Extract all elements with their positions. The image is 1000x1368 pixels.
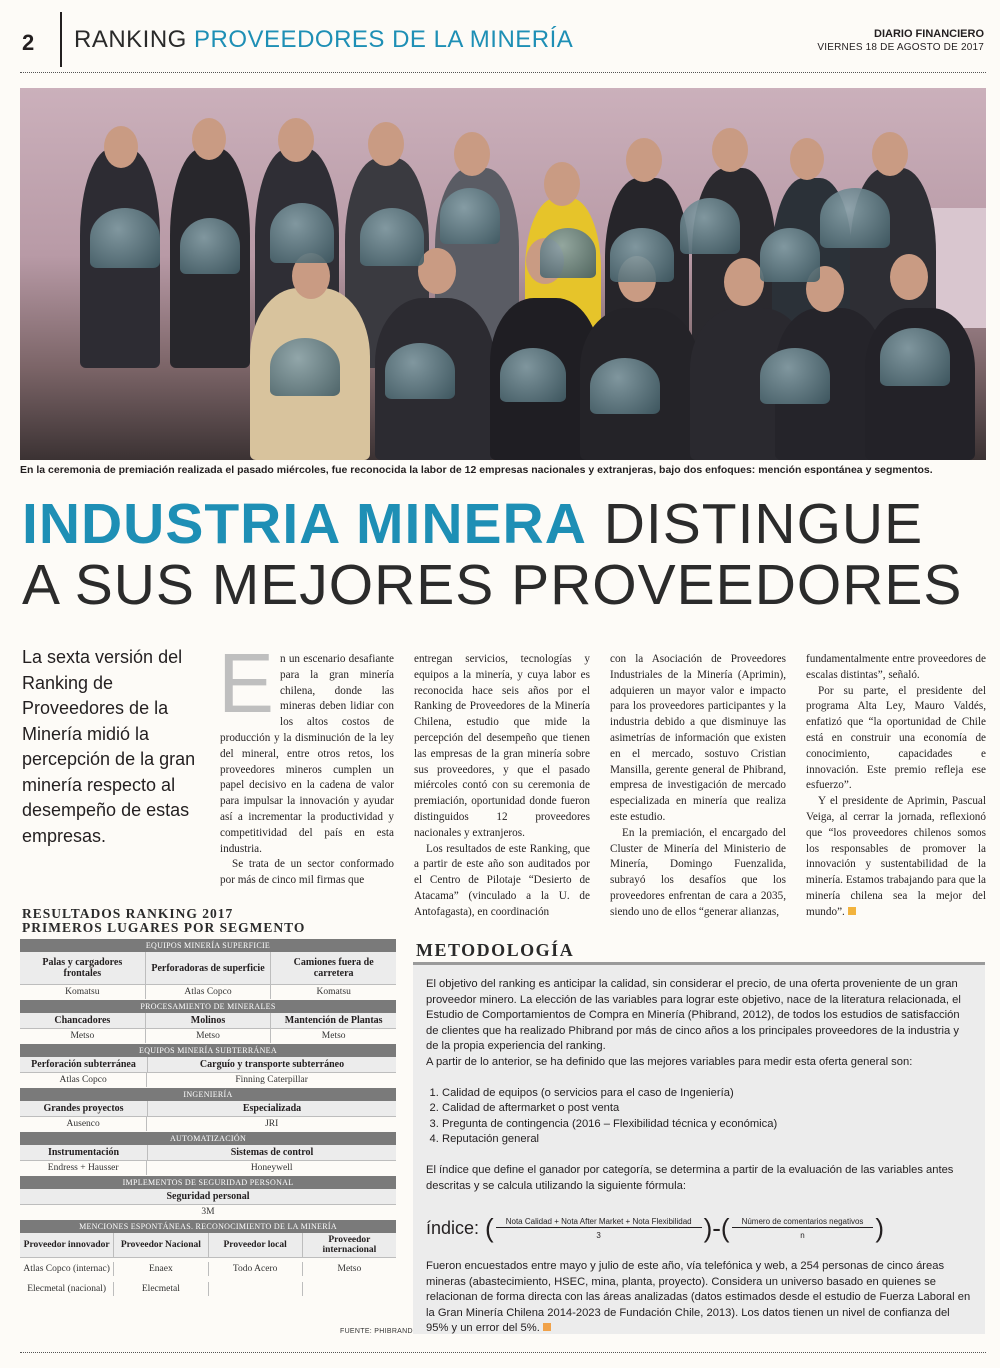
table-cell: Metso [321,1031,346,1041]
variables-list [426,1086,971,1148]
methodology-body [426,977,971,1194]
table-header-row [20,1057,396,1073]
table-cell: Elecmetal [114,1282,208,1296]
fraction-numerator: Número de comentarios negativos [732,1217,874,1228]
article-paragraph: entregan servicios, tecnologías y equipos a la minería, y cuya labor es reconocida hace seis años por el Ranking de Proveedores de la Minería Chilena, estudio que mide la percepción del desempeño que tienen las empresas de la gran minería sobre sus proveedores, y que el pasado miércoles contó con su ceremonia de premiación, oportunidad donde fueron distinguidos 12 proveedores nacionales y extranjeros. [414,653,590,839]
methodology-paragraph: El objetivo del ranking es anticipar la calidad, sin considerar el precio, de una oferta proveniente de un gran proveedor minero. La elección de las variables para lograr este objetivo, nace de la literatura relacionada, el Estudio de Comportamientos de Compra en Minería (Phibrand, 2012), de todos los estudios de satisfacción de clientes que ha realizado Phibrand por más de cinco años a los principales proveedores de la industria y de la propia experiencia del ranking. [426,978,961,1053]
table-cell: Ausenco [20,1117,147,1131]
article-paragraph [806,794,986,920]
table-header-row [20,1189,396,1205]
table-header-row [20,1013,396,1029]
column-header: Camiones fuera de carretera [293,957,374,979]
article-paragraph: n un escenario desafiante para la gran minería chilena, donde las mineras deben lidiar con los altos costos de producción y la disminución de la ley del mineral, entre otros retos, los proveedores mineros cumplen un papel decisivo en la cadena de valor para impulsar la innovación y ayudar así a incrementar la productividad y competitividad del país en esta industria. [220,653,394,855]
segment-header: AUTOMATIZACIÓN [20,1132,396,1145]
article-paragraph: Se trata de un sector conformado por más de cinco mil firmas que [220,858,394,887]
table-cell: Todo Acero [209,1262,303,1276]
list-item: 2. Calidad de aftermarket o post venta [442,1101,971,1117]
column-header: Proveedor internacional [322,1235,377,1255]
column-header: Instrumentación [20,1145,148,1160]
methodology-paragraph: El índice que define el ganador por categoría, se determina a partir de la evaluación de las variables antes descritas y se calcula utilizando la siguiente fórmula: [426,1163,954,1192]
table-row [20,1117,396,1131]
column-header: Palas y cargadores frontales [20,952,146,984]
segment-header: MENCIONES ESPONTÁNEAS. RECONOCIMIENTO DE LA MINERÍA [20,1220,396,1233]
segment-header: IMPLEMENTOS DE SEGURIDAD PERSONAL [20,1176,396,1189]
fraction-denominator: 3 [596,1230,601,1240]
formula-paren: )-( [703,1213,730,1243]
article-column-1 [218,636,394,889]
fraction-denominator: n [800,1230,805,1240]
methodology-footer [426,1259,971,1337]
table-cell: JRI [265,1119,279,1129]
formula-paren: ( [485,1213,494,1243]
index-formula [426,1213,971,1243]
table-row [20,985,396,999]
end-mark-icon [848,907,856,915]
segment-header: EQUIPOS MINERÍA SUPERFICIE [20,939,396,952]
column-header: Especializada [242,1103,302,1114]
table-row [20,1280,396,1298]
article-paragraph: Por su parte, el presidente del programa Alta Ley, Mauro Valdés, enfatizó que “la oportunidad de Chile está en construir una economía de conocimiento, capacidades e innovación. Este premio refleja ese esfuerzo”. [806,684,986,792]
table-cell: Honeywell [250,1163,293,1173]
results-table [20,938,396,1298]
article-paragraph: Los resultados de este Ranking, que a partir de este año son auditados por el Centro de Pilotaje “Desierto de Atacama” (vinculado a la U. de Antofagasta), en coordinación [414,842,590,918]
column-header: Proveedor local [209,1233,303,1257]
table-cell: Atlas Copco (internac) [20,1262,114,1276]
column-header: Molinos [146,1013,272,1028]
methodology-paragraph-text: Fueron encuestados entre mayo y julio de este año, vía telefónica y web, a 254 personas de cinco áreas mineras (abastecimiento, HSEC, mina, planta, proyecto). Considera un universo basado en quienes se relacionan de forma directa con las áreas analizadas (datos estimados desde el estudio de Fuerza Laboral en la Gran Minería Chilena 2014-2023 de Fundación Chile, 2013). Los datos tienen un nivel de confianza del 95% y un error del 5%. [426,1260,971,1335]
results-title [22,907,305,935]
table-row [20,1029,396,1043]
table-cell: Enaex [114,1262,208,1276]
column-header: Chancadores [20,1013,146,1028]
table-source: FUENTE: PHIBRAND [340,1328,413,1335]
table-cell: Metso [146,1029,272,1043]
article-paragraph: fundamentalmente entre proveedores de escalas distintas”, señaló. [806,653,986,681]
headline [22,494,962,616]
article-paragraph: con la Asociación de Proveedores Industriales de la Minería (Aprimin), adquieren un mayor valor e impacto para los proveedores participantes y la industria debido a que disminuye las asimetrías de información que existen en el mercado, sostuvo Cristian Mansilla, gerente general de Phibrand, empresa de investigación de mercado especializada en minería que realiza este estudio. [610,653,786,823]
column-header: Mantención de Plantas [284,1015,383,1026]
table-row [20,1258,396,1280]
table-cell: Metso [337,1264,362,1274]
methodology-paragraph: A partir de lo anterior, se ha definido que las mejores variables para medir esta oferta general son: [426,1055,913,1068]
table-row [20,1161,396,1175]
formula-paren: ) [875,1213,885,1243]
table-cell: Atlas Copco [146,985,272,999]
article-paragraph-text: Y el presidente de Aprimin, Pascual Veiga, al cerrar la jornada, reflexionó que “los proveedores chilenos somos los responsables de promover la innovación y sustentabilidad de la minería. Estamos trabajando para que la minería chilena sea la mejor del mundo”. [806,795,986,918]
formula-fraction [732,1217,874,1240]
segment-header: PROCESAMIENTO DE MINERALES [20,1000,396,1013]
list-item: 1. Calidad de equipos (o servicios para el caso de Ingeniería) [442,1086,971,1102]
section-prefix: RANKING [74,26,187,53]
table-row [20,1073,396,1087]
table-cell: Metso [20,1029,146,1043]
results-title-line2: PRIMEROS LUGARES POR SEGMENTO [22,920,306,935]
table-header-row [20,1233,396,1258]
table-cell [303,1282,396,1296]
article-paragraph: En la premiación, el encargado del Cluster de Minería del Ministerio de Minería, Domingo Fuenzalida, subrayó los desafíos que los proveedores enfrentan de cara a 2035, siendo uno de ellos “generar alianzas, [610,826,786,918]
table-cell: Komatsu [316,987,351,997]
newspaper-name: DIARIO FINANCIERO [874,28,984,40]
methodology-title: METODOLOGÍA [416,940,575,960]
formula-fraction [496,1217,702,1240]
table-header-row [20,952,396,985]
issue-date: VIERNES 18 DE AGOSTO DE 2017 [817,42,984,53]
column-header: Carguío y transporte subterráneo [199,1059,345,1070]
fraction-numerator: Nota Calidad + Nota After Market + Nota Flexibilidad [496,1217,702,1228]
segment-header: EQUIPOS MINERÍA SUBTERRÁNEA [20,1044,396,1057]
column-header: Grandes proyectos [20,1101,148,1116]
list-item: 3. Pregunta de contingencia (2016 – Flexibilidad técnica y económica) [442,1117,971,1133]
end-mark-icon [543,1323,551,1331]
article-column-4 [806,652,986,921]
table-cell: 3M [201,1207,215,1217]
segment-header: INGENIERÍA [20,1088,396,1101]
column-header: Perforación subterránea [20,1057,148,1072]
headline-line2: A SUS MEJORES PROVEEDORES [22,553,963,617]
table-row [20,1205,396,1219]
results-title-line1: RESULTADOS RANKING 2017 [22,906,234,921]
lead-paragraph: La sexta versión del Ranking de Proveedores de la Minería midió la percepción de la gran minería respecto al desempeño de estas empresas. [22,647,196,846]
header-divider [60,12,62,67]
article-column-3 [610,652,786,921]
table-cell: Finning Caterpillar [235,1075,308,1085]
column-header: Proveedor Nacional [114,1233,208,1257]
drop-cap: E [218,636,275,730]
photo-caption: En la ceremonia de premiación realizada el pasado miércoles, fue reconocida la labor de 12 empresas nacionales y extranjeras, bajo dos enfoques: mención espontánea y segmentos. [20,464,933,476]
article-column-2 [414,652,590,921]
table-cell: Komatsu [20,985,146,999]
footer-rule [20,1352,986,1353]
formula-label: índice: [426,1217,480,1238]
table-cell: Atlas Copco [20,1073,147,1087]
ceremony-photo [20,88,986,460]
table-header-row [20,1145,396,1161]
headline-highlight: INDUSTRIA MINERA [22,492,587,556]
table-cell: Elecmetal (nacional) [20,1282,114,1296]
headline-rest: DISTINGUE [586,492,924,556]
column-header: Perforadoras de superficie [146,952,272,984]
page-number: 2 [22,30,35,55]
section-highlight: PROVEEDORES DE LA MINERÍA [194,26,574,53]
column-header: Proveedor innovador [20,1233,114,1257]
column-header: Sistemas de control [230,1147,314,1158]
table-cell [209,1282,303,1296]
header-rule [20,72,986,73]
column-header: Seguridad personal [166,1191,250,1202]
list-item: 4. Reputación general [442,1132,971,1148]
methodology-paragraph [426,1259,971,1337]
section-title [74,26,573,54]
table-cell: Endress + Hausser [20,1161,147,1175]
table-header-row [20,1101,396,1117]
